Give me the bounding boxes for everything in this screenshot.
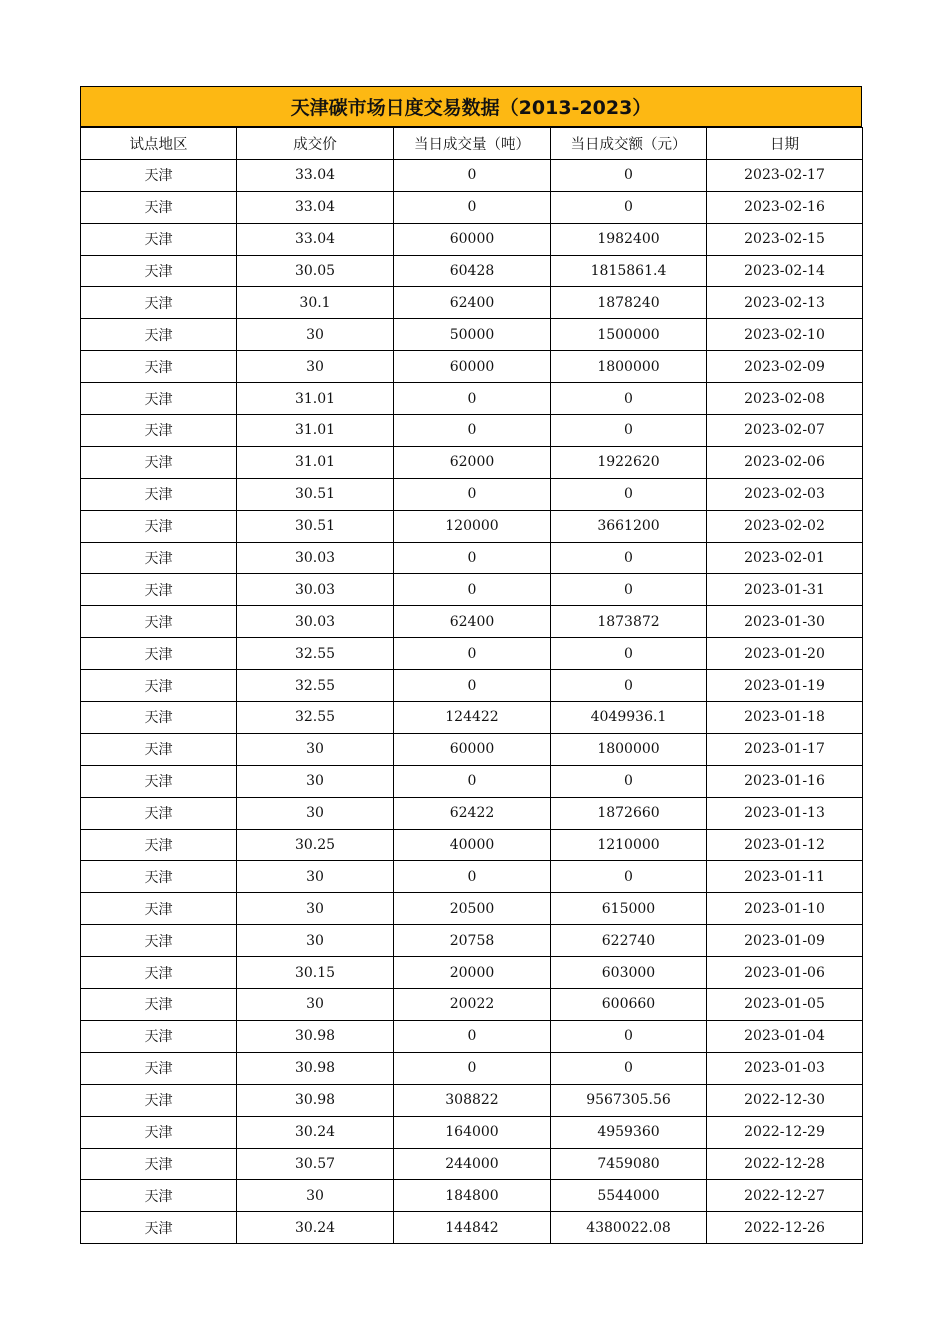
- cell-date: 2023-02-08: [707, 383, 863, 415]
- cell-region: 天津: [81, 574, 237, 606]
- cell-price: 30.98: [237, 1052, 394, 1084]
- cell-amount: 0: [551, 159, 707, 191]
- cell-amount: 1500000: [551, 319, 707, 351]
- cell-date: 2023-01-19: [707, 670, 863, 702]
- table-row: [81, 893, 863, 925]
- table-row: [81, 574, 863, 606]
- cell-date: 2023-01-13: [707, 797, 863, 829]
- cell-region: 天津: [81, 478, 237, 510]
- cell-amount: 0: [551, 383, 707, 415]
- cell-date: 2023-01-06: [707, 957, 863, 989]
- cell-region: 天津: [81, 733, 237, 765]
- table-row: [81, 1180, 863, 1212]
- table-row: [81, 797, 863, 829]
- cell-price: 30: [237, 733, 394, 765]
- cell-volume: 0: [394, 638, 551, 670]
- table-row: [81, 670, 863, 702]
- cell-region: 天津: [81, 223, 237, 255]
- cell-volume: 0: [394, 191, 551, 223]
- table-row: [81, 733, 863, 765]
- table-row: [81, 319, 863, 351]
- cell-date: 2023-01-30: [707, 606, 863, 638]
- header-volume: 当日成交量（吨）: [394, 128, 551, 160]
- table-row: [81, 989, 863, 1021]
- cell-volume: 244000: [394, 1148, 551, 1180]
- cell-amount: 622740: [551, 925, 707, 957]
- cell-price: 30: [237, 861, 394, 893]
- cell-price: 30.98: [237, 1020, 394, 1052]
- cell-date: 2023-01-05: [707, 989, 863, 1021]
- table-row: [81, 510, 863, 542]
- cell-date: 2022-12-30: [707, 1084, 863, 1116]
- cell-price: 30: [237, 1180, 394, 1212]
- cell-price: 30.51: [237, 478, 394, 510]
- cell-date: 2023-02-17: [707, 159, 863, 191]
- cell-price: 30.05: [237, 255, 394, 287]
- cell-date: 2023-02-01: [707, 542, 863, 574]
- table-body: [81, 159, 863, 1243]
- table-row: [81, 925, 863, 957]
- cell-price: 31.01: [237, 446, 394, 478]
- cell-region: 天津: [81, 1212, 237, 1244]
- cell-volume: 0: [394, 1052, 551, 1084]
- cell-region: 天津: [81, 989, 237, 1021]
- cell-volume: 20000: [394, 957, 551, 989]
- table-row: [81, 478, 863, 510]
- cell-date: 2023-02-06: [707, 446, 863, 478]
- cell-region: 天津: [81, 1116, 237, 1148]
- cell-date: 2022-12-27: [707, 1180, 863, 1212]
- cell-region: 天津: [81, 957, 237, 989]
- cell-region: 天津: [81, 542, 237, 574]
- cell-amount: 1873872: [551, 606, 707, 638]
- cell-amount: 7459080: [551, 1148, 707, 1180]
- cell-region: 天津: [81, 925, 237, 957]
- cell-amount: 0: [551, 670, 707, 702]
- header-region: 试点地区: [81, 128, 237, 160]
- table-row: [81, 446, 863, 478]
- cell-price: 31.01: [237, 383, 394, 415]
- table-title: 天津碳市场日度交易数据（2013-2023）: [80, 86, 862, 127]
- cell-date: 2023-01-03: [707, 1052, 863, 1084]
- cell-region: 天津: [81, 606, 237, 638]
- cell-volume: 308822: [394, 1084, 551, 1116]
- cell-price: 32.55: [237, 702, 394, 734]
- cell-volume: 144842: [394, 1212, 551, 1244]
- cell-price: 30.03: [237, 574, 394, 606]
- cell-region: 天津: [81, 1148, 237, 1180]
- cell-amount: 1982400: [551, 223, 707, 255]
- cell-price: 30.15: [237, 957, 394, 989]
- cell-volume: 0: [394, 765, 551, 797]
- cell-volume: 62400: [394, 606, 551, 638]
- header-price: 成交价: [237, 128, 394, 160]
- cell-amount: 1815861.4: [551, 255, 707, 287]
- header-row: [81, 128, 863, 160]
- table-row: [81, 223, 863, 255]
- cell-amount: 4380022.08: [551, 1212, 707, 1244]
- cell-price: 31.01: [237, 415, 394, 447]
- cell-region: 天津: [81, 1084, 237, 1116]
- cell-amount: 3661200: [551, 510, 707, 542]
- cell-region: 天津: [81, 159, 237, 191]
- table-row: [81, 191, 863, 223]
- cell-volume: 60000: [394, 223, 551, 255]
- cell-date: 2023-02-14: [707, 255, 863, 287]
- cell-amount: 5544000: [551, 1180, 707, 1212]
- cell-date: 2023-01-17: [707, 733, 863, 765]
- cell-volume: 20758: [394, 925, 551, 957]
- cell-amount: 9567305.56: [551, 1084, 707, 1116]
- cell-volume: 120000: [394, 510, 551, 542]
- cell-date: 2023-02-10: [707, 319, 863, 351]
- cell-region: 天津: [81, 319, 237, 351]
- cell-price: 33.04: [237, 159, 394, 191]
- table-row: [81, 957, 863, 989]
- cell-amount: 1878240: [551, 287, 707, 319]
- cell-price: 30.03: [237, 542, 394, 574]
- cell-region: 天津: [81, 1020, 237, 1052]
- cell-region: 天津: [81, 638, 237, 670]
- cell-volume: 60000: [394, 733, 551, 765]
- cell-volume: 60428: [394, 255, 551, 287]
- cell-date: 2023-01-09: [707, 925, 863, 957]
- cell-price: 32.55: [237, 638, 394, 670]
- cell-amount: 0: [551, 765, 707, 797]
- cell-amount: 1800000: [551, 351, 707, 383]
- cell-volume: 124422: [394, 702, 551, 734]
- cell-volume: 0: [394, 1020, 551, 1052]
- cell-date: 2023-01-10: [707, 893, 863, 925]
- cell-region: 天津: [81, 510, 237, 542]
- table-row: [81, 702, 863, 734]
- table-row: [81, 542, 863, 574]
- cell-date: 2023-01-20: [707, 638, 863, 670]
- cell-amount: 0: [551, 478, 707, 510]
- cell-amount: 615000: [551, 893, 707, 925]
- cell-date: 2023-02-15: [707, 223, 863, 255]
- cell-amount: 1800000: [551, 733, 707, 765]
- cell-amount: 0: [551, 415, 707, 447]
- cell-volume: 164000: [394, 1116, 551, 1148]
- header-amount: 当日成交额（元）: [551, 128, 707, 160]
- cell-volume: 62400: [394, 287, 551, 319]
- cell-volume: 0: [394, 574, 551, 606]
- cell-price: 30: [237, 925, 394, 957]
- table-row: [81, 287, 863, 319]
- cell-amount: 4049936.1: [551, 702, 707, 734]
- table-row: [81, 861, 863, 893]
- header-date: 日期: [707, 128, 863, 160]
- cell-region: 天津: [81, 1052, 237, 1084]
- cell-price: 30.24: [237, 1212, 394, 1244]
- cell-volume: 0: [394, 861, 551, 893]
- table-row: [81, 765, 863, 797]
- cell-amount: 0: [551, 542, 707, 574]
- cell-region: 天津: [81, 446, 237, 478]
- cell-price: 30: [237, 893, 394, 925]
- cell-date: 2023-02-03: [707, 478, 863, 510]
- cell-volume: 40000: [394, 829, 551, 861]
- cell-price: 30.1: [237, 287, 394, 319]
- cell-region: 天津: [81, 287, 237, 319]
- cell-price: 30.51: [237, 510, 394, 542]
- cell-amount: 0: [551, 574, 707, 606]
- data-table: [80, 127, 863, 1244]
- table-row: [81, 1212, 863, 1244]
- cell-region: 天津: [81, 702, 237, 734]
- cell-date: 2023-01-18: [707, 702, 863, 734]
- cell-date: 2023-01-31: [707, 574, 863, 606]
- cell-region: 天津: [81, 893, 237, 925]
- cell-price: 30: [237, 797, 394, 829]
- table-row: [81, 1052, 863, 1084]
- cell-volume: 0: [394, 670, 551, 702]
- cell-volume: 0: [394, 542, 551, 574]
- table-row: [81, 1084, 863, 1116]
- cell-volume: 20500: [394, 893, 551, 925]
- cell-amount: 600660: [551, 989, 707, 1021]
- cell-amount: 0: [551, 1020, 707, 1052]
- table-row: [81, 383, 863, 415]
- cell-price: 30: [237, 989, 394, 1021]
- cell-amount: 0: [551, 861, 707, 893]
- table-row: [81, 606, 863, 638]
- cell-amount: 1922620: [551, 446, 707, 478]
- cell-region: 天津: [81, 415, 237, 447]
- cell-amount: 0: [551, 191, 707, 223]
- cell-volume: 0: [394, 478, 551, 510]
- cell-region: 天津: [81, 670, 237, 702]
- cell-volume: 50000: [394, 319, 551, 351]
- table-row: [81, 829, 863, 861]
- cell-date: 2023-02-09: [707, 351, 863, 383]
- table-row: [81, 1116, 863, 1148]
- cell-date: 2023-02-16: [707, 191, 863, 223]
- cell-volume: 0: [394, 159, 551, 191]
- cell-amount: 4959360: [551, 1116, 707, 1148]
- cell-date: 2023-01-04: [707, 1020, 863, 1052]
- cell-amount: 1872660: [551, 797, 707, 829]
- table-row: [81, 159, 863, 191]
- table-row: [81, 415, 863, 447]
- cell-price: 30: [237, 319, 394, 351]
- cell-volume: 62422: [394, 797, 551, 829]
- table-row: [81, 638, 863, 670]
- spreadsheet: [80, 86, 862, 1244]
- table-row: [81, 351, 863, 383]
- cell-volume: 0: [394, 383, 551, 415]
- cell-date: 2023-01-11: [707, 861, 863, 893]
- cell-price: 33.04: [237, 223, 394, 255]
- cell-price: 30.57: [237, 1148, 394, 1180]
- cell-price: 30.98: [237, 1084, 394, 1116]
- cell-volume: 20022: [394, 989, 551, 1021]
- table-row: [81, 1148, 863, 1180]
- cell-price: 30: [237, 351, 394, 383]
- cell-price: 30.25: [237, 829, 394, 861]
- cell-region: 天津: [81, 255, 237, 287]
- cell-region: 天津: [81, 1180, 237, 1212]
- table-row: [81, 1020, 863, 1052]
- cell-date: 2023-02-13: [707, 287, 863, 319]
- cell-date: 2023-01-16: [707, 765, 863, 797]
- cell-volume: 0: [394, 415, 551, 447]
- cell-date: 2022-12-28: [707, 1148, 863, 1180]
- cell-date: 2023-02-07: [707, 415, 863, 447]
- cell-region: 天津: [81, 191, 237, 223]
- cell-region: 天津: [81, 797, 237, 829]
- cell-amount: 0: [551, 638, 707, 670]
- cell-price: 30: [237, 765, 394, 797]
- cell-amount: 0: [551, 1052, 707, 1084]
- cell-region: 天津: [81, 351, 237, 383]
- cell-region: 天津: [81, 765, 237, 797]
- table-row: [81, 255, 863, 287]
- cell-price: 32.55: [237, 670, 394, 702]
- cell-date: 2023-01-12: [707, 829, 863, 861]
- cell-date: 2023-02-02: [707, 510, 863, 542]
- cell-region: 天津: [81, 383, 237, 415]
- cell-region: 天津: [81, 861, 237, 893]
- cell-price: 30.03: [237, 606, 394, 638]
- cell-price: 33.04: [237, 191, 394, 223]
- cell-amount: 603000: [551, 957, 707, 989]
- cell-region: 天津: [81, 829, 237, 861]
- cell-price: 30.24: [237, 1116, 394, 1148]
- cell-volume: 62000: [394, 446, 551, 478]
- cell-volume: 60000: [394, 351, 551, 383]
- cell-volume: 184800: [394, 1180, 551, 1212]
- cell-amount: 1210000: [551, 829, 707, 861]
- cell-date: 2022-12-29: [707, 1116, 863, 1148]
- cell-date: 2022-12-26: [707, 1212, 863, 1244]
